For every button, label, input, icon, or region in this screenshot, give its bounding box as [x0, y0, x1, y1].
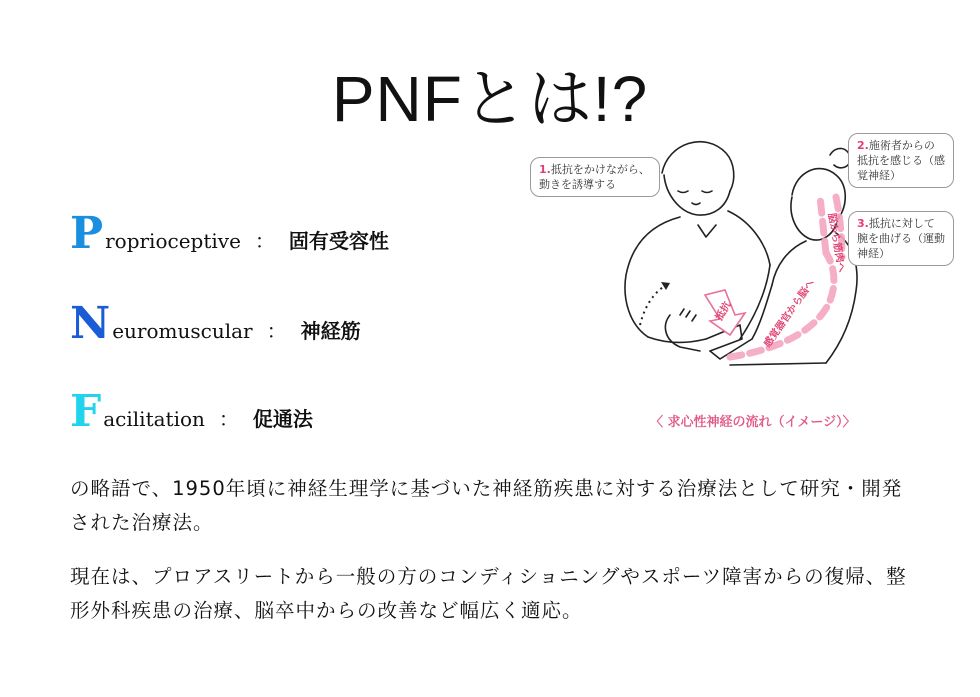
- callout-1: [530, 157, 660, 197]
- term-japanese: 神経筋: [300, 319, 361, 343]
- page-title: PNFとは!?: [331, 63, 649, 135]
- term-japanese: 促通法: [252, 407, 313, 431]
- callout-2: [848, 133, 954, 188]
- movement-arrow-icon: [640, 283, 670, 325]
- term-rest: acilitation: [103, 407, 205, 431]
- term-f: [70, 386, 313, 437]
- term-separator: ：: [266, 319, 287, 343]
- definition-paragraph: の略語で、1950年頃に神経生理学に基づいた神経筋疾患に対する治療法として研究・開発された治療法。: [70, 477, 903, 534]
- motor-label: 脳から筋肉へ: [825, 212, 847, 274]
- callout-3: [848, 211, 954, 266]
- term-rest: euromuscular: [112, 319, 253, 343]
- term-rest: roprioceptive: [105, 229, 241, 253]
- term-n: [70, 298, 361, 349]
- term-p: [70, 208, 389, 259]
- callout-text: 施術者からの抵抗を感じる（感覚神経）: [857, 139, 945, 182]
- term-letter: N: [70, 298, 111, 349]
- term-separator: ：: [218, 407, 239, 431]
- callout-number: 1.: [539, 163, 551, 176]
- callout-text: 抵抗に対して腕を曲げる（運動神経）: [857, 217, 945, 260]
- callout-text: 抵抗をかけながら、動きを誘導する: [539, 163, 650, 191]
- term-separator: ：: [254, 229, 275, 253]
- resist-label: 抵抗: [713, 300, 734, 323]
- term-japanese: 固有受容性: [288, 229, 389, 253]
- pnf-illustration: [530, 125, 955, 435]
- callout-number: 2.: [857, 139, 869, 152]
- term-letter: F: [70, 386, 102, 437]
- term-letter: P: [70, 208, 104, 259]
- illustration-caption: 〈 求心性神経の流れ（イメージ）〉: [650, 415, 856, 430]
- callout-number: 3.: [857, 217, 869, 230]
- application-paragraph: 現在は、プロアスリートから一般の方のコンディショニングやスポーツ障害からの復帰、整形外科疾患の治療、脳卒中からの改善など幅広く適応。: [70, 565, 907, 622]
- sensory-label: 感覚器官から脳へ: [762, 277, 818, 350]
